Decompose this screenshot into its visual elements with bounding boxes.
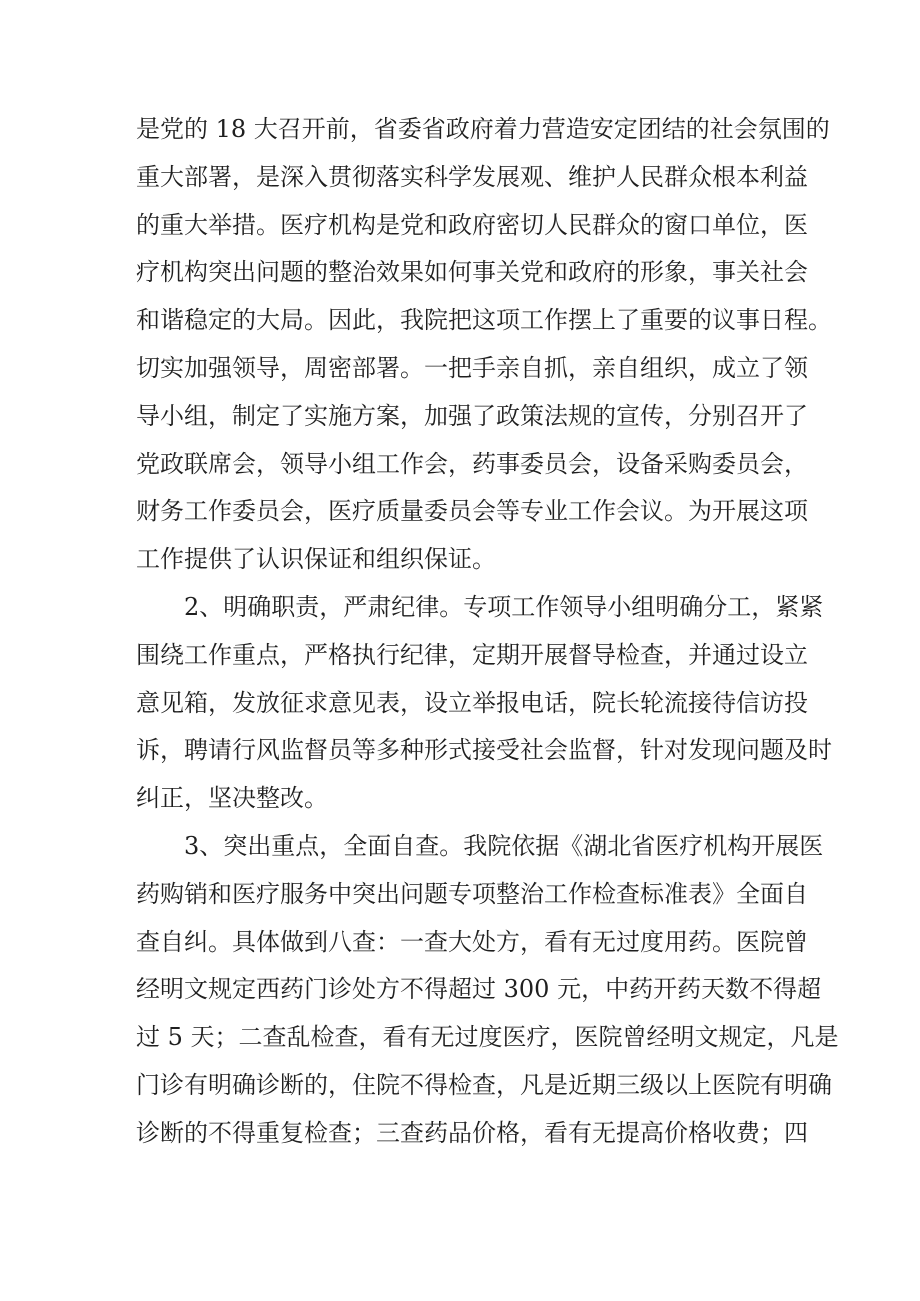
paragraph-line: 纠正，坚决整改。 <box>136 784 328 813</box>
paragraph-line: 3、突出重点，全面自查。我院依据《湖北省医疗机构开展医 <box>184 831 824 860</box>
paragraph-line: 和谐稳定的大局。因此，我院把这项工作摆上了重要的议事日程。 <box>136 306 832 335</box>
paragraph-line: 意见箱，发放征求意见表，设立举报电话，院长轮流接待信访投 <box>136 688 808 717</box>
paragraph-line: 围绕工作重点，严格执行纪律，定期开展督导检查，并通过设立 <box>136 640 808 669</box>
paragraph-line: 切实加强领导，周密部署。一把手亲自抓，亲自组织，成立了领 <box>136 353 808 382</box>
paragraph-line: 过 5 天；二查乱检查，看有无过度医疗，医院曾经明文规定，凡是 <box>136 1023 839 1052</box>
paragraph-3 <box>136 823 839 1158</box>
paragraph-line: 是党的 18 大召开前，省委省政府着力营造安定团结的社会氛围的 <box>136 115 830 143</box>
paragraph-line: 门诊有明确诊断的，住院不得检查，凡是近期三级以上医院有明确 <box>136 1070 832 1099</box>
paragraph-line: 财务工作委员会，医疗质量委员会等专业工作会议。为开展这项 <box>136 497 808 526</box>
paragraph-1 <box>136 106 832 584</box>
paragraph-line: 查自纠。具体做到八查：一查大处方，看有无过度用药。医院曾 <box>136 927 808 956</box>
paragraph-line: 的重大举措。医疗机构是党和政府密切人民群众的窗口单位，医 <box>136 210 808 239</box>
paragraph-line: 导小组，制定了实施方案，加强了政策法规的宣传，分别召开了 <box>136 401 808 430</box>
paragraph-line: 党政联席会，领导小组工作会，药事委员会，设备采购委员会， <box>136 449 808 478</box>
paragraph-line: 2、明确职责，严肃纪律。专项工作领导小组明确分工，紧紧 <box>184 592 824 621</box>
paragraph-line: 重大部署，是深入贯彻落实科学发展观、维护人民群众根本利益 <box>136 162 808 191</box>
paragraph-line: 药购销和医疗服务中突出问题专项整治工作检查标准表》全面自 <box>136 879 808 908</box>
paragraph-line: 疗机构突出问题的整治效果如何事关党和政府的形象，事关社会 <box>136 258 808 287</box>
paragraph-line: 工作提供了认识保证和组织保证。 <box>136 545 496 574</box>
paragraph-line: 经明文规定西药门诊处方不得超过 300 元，中药开药天数不得超 <box>136 975 822 1004</box>
document-body <box>136 106 839 1158</box>
paragraph-line: 诉，聘请行风监督员等多种形式接受社会监督，针对发现问题及时 <box>136 736 832 765</box>
paragraph-2 <box>136 584 832 823</box>
paragraph-line: 诊断的不得重复检查；三查药品价格，看有无提高价格收费；四 <box>136 1118 808 1147</box>
